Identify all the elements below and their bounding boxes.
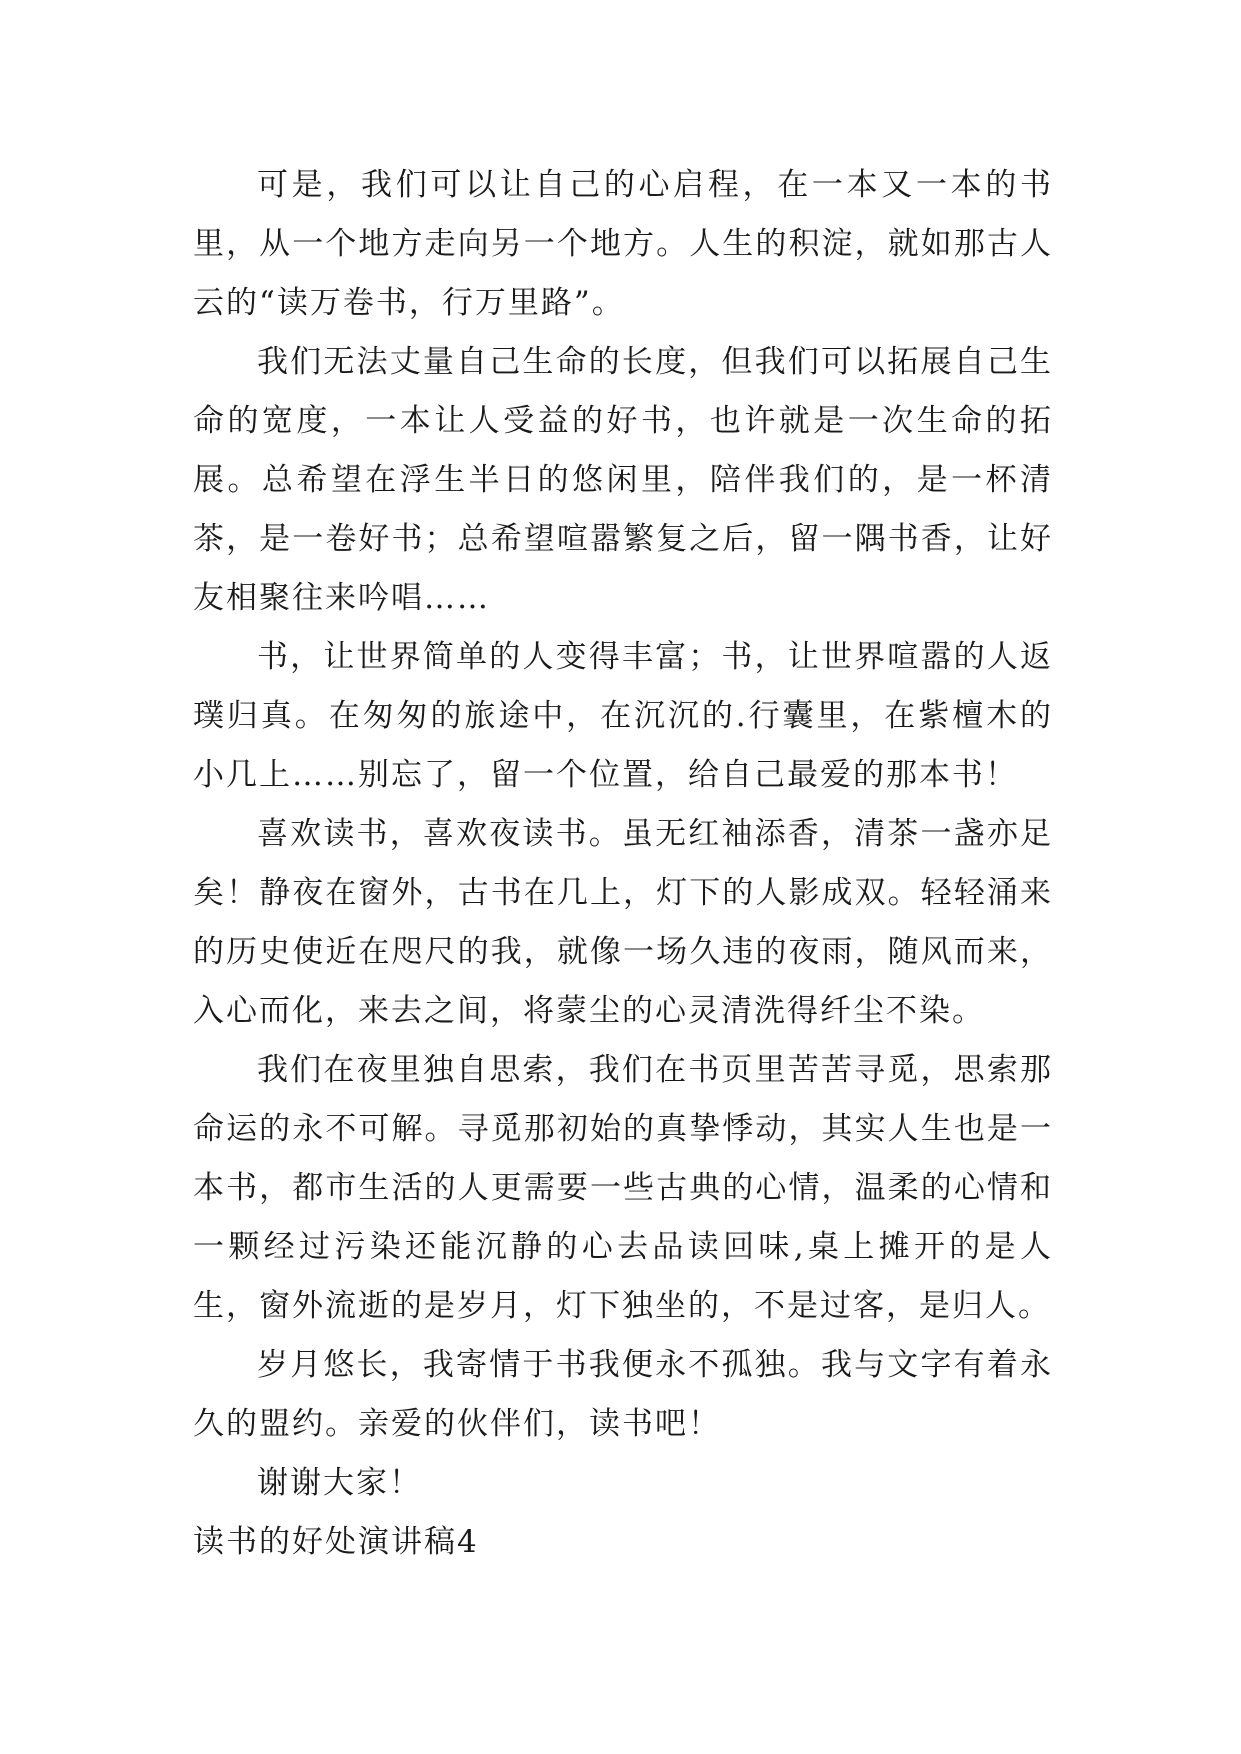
paragraph-1: 可是，我们可以让自己的心启程，在一本又一本的书里，从一个地方走向另一个地方。人生的积淀，就如那古人云的“读万卷书，行万里路”。 [193, 167, 1053, 321]
paragraph-4: 喜欢读书，喜欢夜读书。虽无红袖添香，清茶一盏亦足矣！静夜在窗外，古书在几上，灯下的人影成双。轻轻涌来的历史使近在咫尺的我，就像一场久违的夜雨，随风而来，入心而化，来去之间，将蒙尘的心灵清洗得纤尘不染。 [193, 816, 1053, 1029]
paragraph-2: 我们无法丈量自己生命的长度，但我们可以拓展自己生命的宽度，一本让人受益的好书，也许就是一次生命的拓展。总希望在浮生半日的悠闲里，陪伴我们的，是一杯清茶，是一卷好书；总希望喧嚣繁复之后，留一隅书香，让好友相聚往来吟唱…… [193, 344, 1053, 616]
next-section-title: 读书的好处演讲稿4 [193, 1524, 479, 1560]
paragraph-3: 书，让世界简单的人变得丰富；书，让世界喧嚣的人返璞归真。在匆匆的旅途中，在沉沉的.行囊里，在紫檀木的小几上……别忘了，留一个位置，给自己最爱的那本书！ [193, 639, 1053, 793]
paragraph-5: 我们在夜里独自思索，我们在书页里苦苦寻觅，思索那命运的永不可解。寻觅那初始的真挚悸动，其实人生也是一本书，都市生活的人更需要一些古典的心情，温柔的心情和一颗经过污染还能沉静的心去品读回味,桌上摊开的是人生，窗外流逝的是岁月，灯下独坐的，不是过客，是归人。 [193, 1052, 1053, 1324]
document-body [193, 156, 1053, 1572]
closing-thanks: 谢谢大家！ [257, 1465, 422, 1501]
paragraph-6: 岁月悠长，我寄情于书我便永不孤独。我与文字有着永久的盟约。亲爱的伙伴们，读书吧！ [193, 1347, 1053, 1442]
